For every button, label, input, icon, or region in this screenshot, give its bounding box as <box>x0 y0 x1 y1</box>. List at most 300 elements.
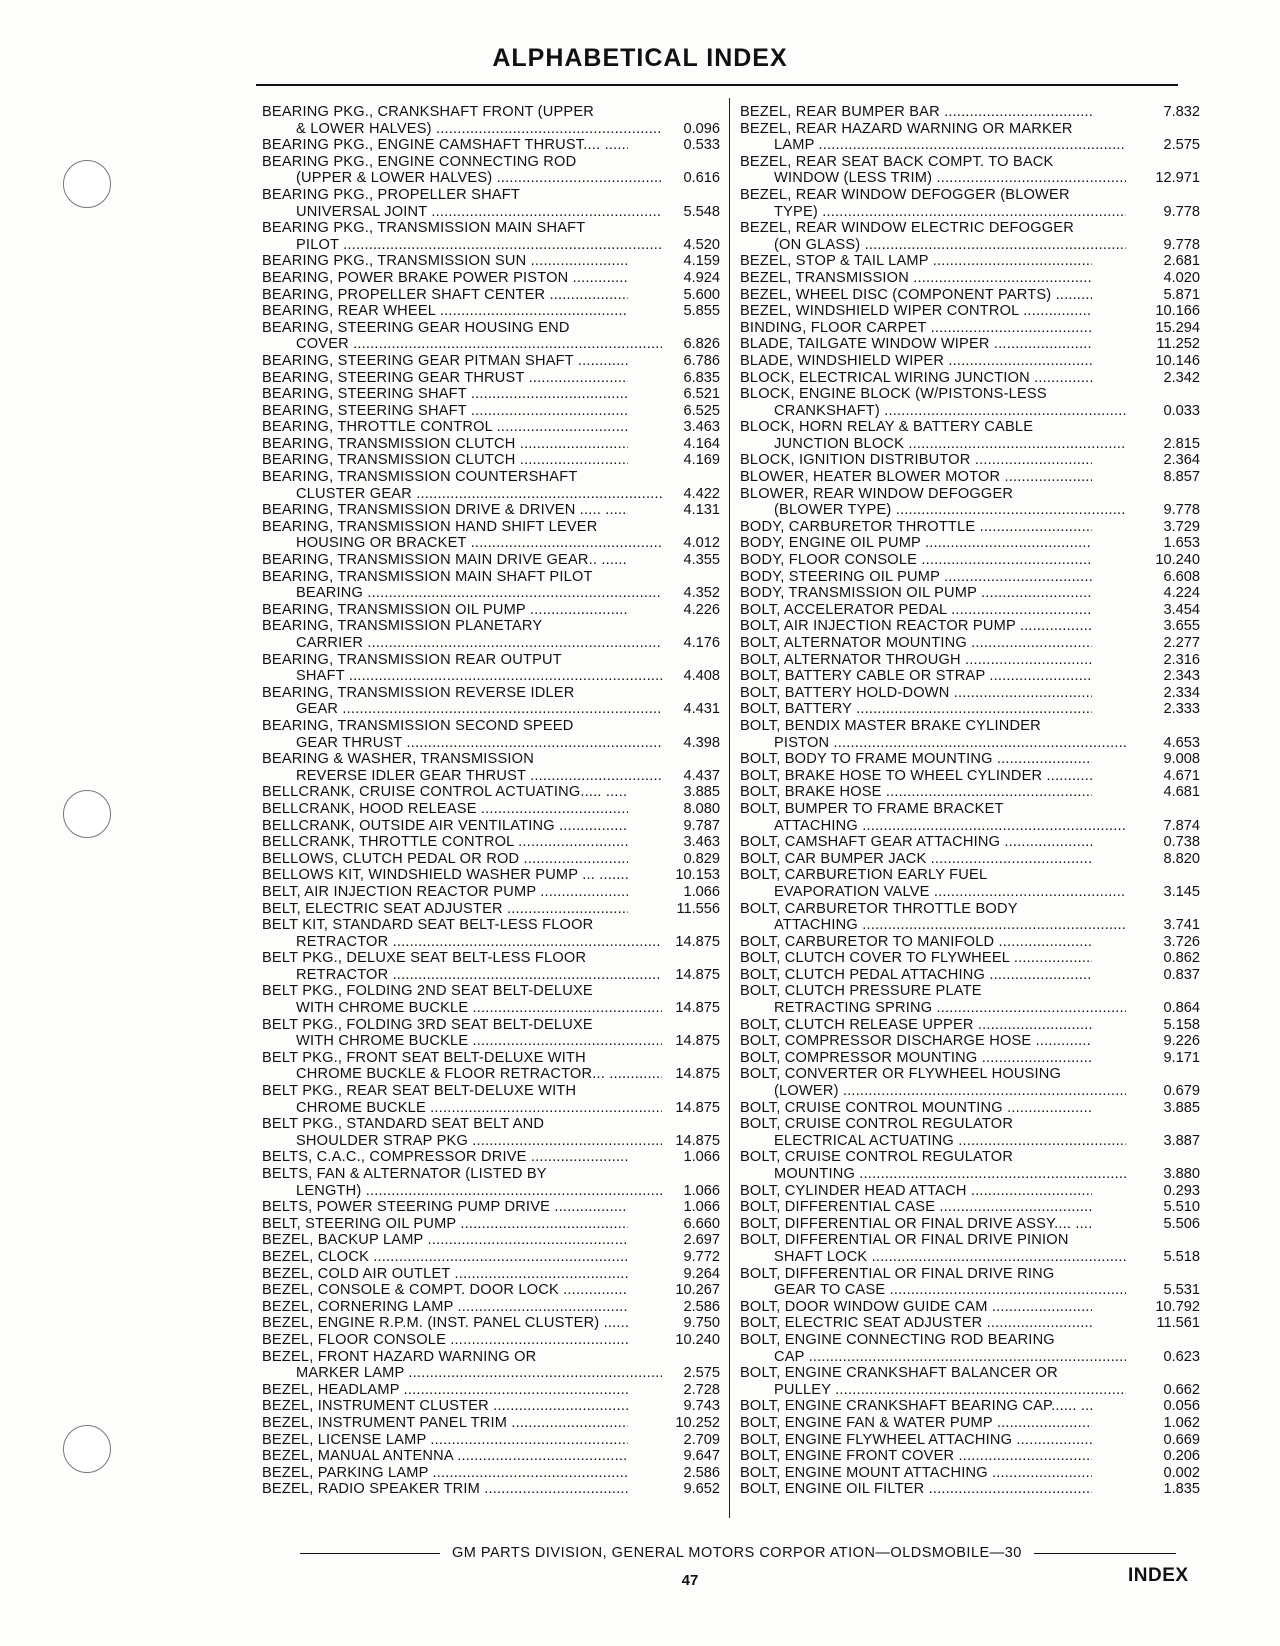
entry-page-ref: 9.787 <box>683 817 720 834</box>
entry-continuation: GEAR ..... <box>262 701 662 718</box>
index-entry <box>262 1249 720 1266</box>
index-entry <box>262 1017 720 1050</box>
entry-title: BEARING, TRANSMISSION REAR OUTPUT <box>262 651 562 668</box>
section-label: INDEX <box>1128 1565 1189 1586</box>
entry-title: BOLT, BENDIX MASTER BRAKE CYLINDER <box>740 717 1041 734</box>
entry-title: BODY, STEERING OIL PUMP ..... <box>740 569 1092 586</box>
entry-title: BELT PKG., STANDARD SEAT BELT AND <box>262 1116 545 1133</box>
index-entry <box>740 303 1200 320</box>
entry-page-ref: 0.864 <box>1163 1000 1200 1017</box>
entry-page-ref: 11.252 <box>1156 336 1200 353</box>
entry-continuation: PISTON ..... <box>740 735 1126 752</box>
index-entry <box>262 469 720 502</box>
entry-continuation: CHROME BUCKLE ..... <box>262 1100 662 1117</box>
index-entry <box>740 220 1200 253</box>
index-entry <box>262 220 720 253</box>
entry-continuation: WITH CHROME BUCKLE ..... <box>262 1033 662 1050</box>
index-entry <box>262 519 720 552</box>
entry-page-ref: 0.829 <box>683 850 720 867</box>
entry-title: BOLT, ALTERNATOR THROUGH ..... <box>740 652 1092 669</box>
index-entry <box>262 983 720 1016</box>
entry-page-ref: 3.454 <box>1163 601 1200 618</box>
footer-rule-left <box>300 1553 440 1554</box>
index-entry <box>262 685 720 718</box>
entry-title: BEZEL, REAR BUMPER BAR ..... <box>740 104 1092 121</box>
entry-page-ref: 4.437 <box>683 767 720 784</box>
index-entry <box>262 1232 720 1249</box>
footer-rule-right <box>1034 1553 1176 1554</box>
entry-page-ref: 3.741 <box>1163 917 1200 934</box>
index-entry <box>740 934 1200 951</box>
index-entry <box>740 950 1200 967</box>
entry-title: BEZEL, ENGINE R.P.M. (INST. PANEL CLUSTER) ..... <box>262 1315 628 1332</box>
index-entry <box>740 1299 1200 1316</box>
entry-page-ref: 7.874 <box>1163 817 1200 834</box>
index-entry <box>262 1315 720 1332</box>
entry-page-ref: 3.885 <box>683 784 720 801</box>
index-entry <box>740 1266 1200 1299</box>
entry-page-ref: 8.820 <box>1163 850 1200 867</box>
entry-continuation: ELECTRICAL ACTUATING ..... <box>740 1133 1126 1150</box>
entry-title: BEARING, PROPELLER SHAFT CENTER ..... <box>262 287 628 304</box>
entry-title: BEZEL, REAR WINDOW ELECTRIC DEFOGGER <box>740 220 1074 237</box>
entry-page-ref: 3.885 <box>1163 1099 1200 1116</box>
entry-title: BOLT, BUMPER TO FRAME BRACKET <box>740 800 1004 817</box>
entry-title: BELTS, FAN & ALTERNATOR (LISTED BY <box>262 1166 547 1182</box>
index-entry <box>262 1481 720 1498</box>
entry-title: BOLT, CAMSHAFT GEAR ATTACHING ..... <box>740 834 1092 851</box>
entry-title: BOLT, CAR BUMPER JACK ..... <box>740 851 1092 868</box>
entry-page-ref: 0.738 <box>1163 834 1200 851</box>
entry-page-ref: 2.277 <box>1163 635 1200 651</box>
entry-page-ref: 15.294 <box>1155 319 1200 336</box>
entry-title: BELT PKG., FRONT SEAT BELT-DELUXE WITH <box>262 1049 586 1066</box>
index-column-right <box>740 104 1200 1498</box>
entry-title: BEARING, REAR WHEEL ..... <box>262 303 628 320</box>
entry-continuation: WITH CHROME BUCKLE ..... <box>262 1000 662 1017</box>
footer-publisher: GM PARTS DIVISION, GENERAL MOTORS CORPOR ATION—OLDSMOBILE—30 <box>452 1545 1022 1561</box>
index-entry <box>740 1017 1200 1034</box>
index-entry <box>740 867 1200 900</box>
index-entry <box>740 1398 1200 1415</box>
entry-title: BLOCK, ENGINE BLOCK (W/PISTONS-LESS <box>740 386 1047 403</box>
entry-title: BOLT, COMPRESSOR MOUNTING ..... <box>740 1050 1092 1067</box>
entry-page-ref: 2.815 <box>1163 435 1200 452</box>
index-entry <box>262 1382 720 1399</box>
entry-title: BELT, STEERING OIL PUMP ..... <box>262 1216 628 1233</box>
index-entry <box>740 1232 1200 1265</box>
index-entry <box>740 585 1200 602</box>
entry-title: BOLT, ENGINE FRONT COVER ..... <box>740 1448 1092 1465</box>
entry-title: BELTS, C.A.C., COMPRESSOR DRIVE ..... <box>262 1149 628 1166</box>
entry-title: BEZEL, REAR SEAT BACK COMPT. TO BACK <box>740 153 1054 170</box>
index-entry <box>740 1100 1200 1117</box>
entry-title: BEARING PKG., ENGINE CAMSHAFT THRUST.... ..... <box>262 137 628 154</box>
entry-page-ref: 2.681 <box>1163 253 1200 270</box>
entry-title: BLADE, WINDSHIELD WIPER ..... <box>740 353 1092 370</box>
entry-page-ref: 9.778 <box>1163 502 1200 519</box>
entry-title: BELLOWS, CLUTCH PEDAL OR ROD ..... <box>262 851 628 868</box>
column-divider <box>729 98 730 1518</box>
entry-title: BOLT, ENGINE MOUNT ATTACHING ..... <box>740 1465 1092 1482</box>
entry-page-ref: 6.608 <box>1163 568 1200 585</box>
entry-page-ref: 2.364 <box>1163 452 1200 469</box>
entry-title: BOLT, ENGINE FAN & WATER PUMP ..... <box>740 1415 1092 1432</box>
index-entry <box>262 1332 720 1349</box>
entry-page-ref: 10.792 <box>1155 1298 1200 1315</box>
entry-page-ref: 0.662 <box>1163 1381 1200 1398</box>
entry-page-ref: 2.586 <box>683 1464 720 1481</box>
entry-continuation: GEAR THRUST ..... <box>262 735 662 752</box>
index-entry <box>740 1365 1200 1398</box>
index-entry <box>740 635 1200 652</box>
entry-title: BOLT, BODY TO FRAME MOUNTING ..... <box>740 751 1092 768</box>
entry-title: BEARING PKG., ENGINE CONNECTING ROD <box>262 153 577 170</box>
entry-page-ref: 9.778 <box>1163 236 1200 253</box>
entry-title: BEARING, STEERING SHAFT ..... <box>262 386 628 403</box>
index-entry <box>262 1282 720 1299</box>
entry-title: BEARING, STEERING SHAFT ..... <box>262 403 628 420</box>
entry-title: BLOWER, HEATER BLOWER MOTOR ..... <box>740 469 1092 486</box>
entry-page-ref: 2.342 <box>1163 369 1200 386</box>
index-entry <box>740 701 1200 718</box>
index-entry <box>262 751 720 784</box>
entry-title: BOLT, CRUISE CONTROL REGULATOR <box>740 1149 1014 1166</box>
entry-page-ref: 4.408 <box>683 668 720 685</box>
entry-title: BEZEL, REAR WINDOW DEFOGGER (BLOWER <box>740 186 1070 203</box>
entry-page-ref: 6.826 <box>683 336 720 353</box>
entry-page-ref: 8.080 <box>683 800 720 817</box>
entry-title: BEZEL, INSTRUMENT PANEL TRIM ..... <box>262 1415 628 1432</box>
entry-title: BOLT, CRUISE CONTROL REGULATOR <box>740 1116 1014 1133</box>
entry-title: BEARING, STEERING GEAR THRUST ..... <box>262 370 628 387</box>
index-entry <box>740 1415 1200 1432</box>
entry-title: BOLT, CLUTCH PRESSURE PLATE <box>740 983 982 1000</box>
entry-title: BEZEL, BACKUP LAMP ..... <box>262 1232 628 1249</box>
entry-page-ref: 6.835 <box>683 369 720 386</box>
entry-title: BEZEL, WHEEL DISC (COMPONENT PARTS) ..... <box>740 287 1092 304</box>
entry-page-ref: 0.623 <box>1163 1348 1200 1365</box>
entry-page-ref: 14.875 <box>675 933 720 950</box>
index-entry <box>262 917 720 950</box>
index-entry <box>740 801 1200 834</box>
entry-title: BODY, ENGINE OIL PUMP ..... <box>740 535 1092 552</box>
index-entry <box>740 1149 1200 1182</box>
index-entry <box>740 187 1200 220</box>
entry-page-ref: 3.880 <box>1163 1166 1200 1182</box>
entry-continuation: COVER ..... <box>262 336 662 353</box>
index-entry <box>740 469 1200 486</box>
index-entry <box>740 1199 1200 1216</box>
entry-page-ref: 2.575 <box>683 1365 720 1382</box>
index-entry <box>262 867 720 884</box>
entry-continuation: MOUNTING ..... <box>740 1166 1126 1183</box>
entry-title: BELT PKG., FOLDING 3RD SEAT BELT-DELUXE <box>262 1016 593 1033</box>
entry-page-ref: 2.334 <box>1163 684 1200 701</box>
index-entry <box>740 1050 1200 1067</box>
entry-title: BEARING, TRANSMISSION OIL PUMP ..... <box>262 602 628 619</box>
index-entry <box>262 884 720 901</box>
entry-page-ref: 4.224 <box>1163 585 1200 602</box>
entry-continuation: RETRACTOR ..... <box>262 934 662 951</box>
index-entry <box>262 818 720 835</box>
index-entry <box>262 253 720 270</box>
entry-continuation: CRANKSHAFT) ..... <box>740 403 1126 420</box>
index-entry <box>262 353 720 370</box>
index-entry <box>262 287 720 304</box>
entry-page-ref: 3.726 <box>1163 933 1200 950</box>
entry-page-ref: 1.066 <box>683 883 720 900</box>
index-entry <box>262 320 720 353</box>
entry-title: BLOCK, IGNITION DISTRIBUTOR ..... <box>740 452 1092 469</box>
entry-page-ref: 12.971 <box>1155 170 1200 187</box>
binder-hole <box>63 160 111 208</box>
binder-hole <box>63 1425 111 1473</box>
entry-page-ref: 5.871 <box>1163 286 1200 303</box>
index-entry <box>262 1349 720 1382</box>
entry-continuation: CAP ..... <box>740 1349 1126 1366</box>
entry-page-ref: 10.153 <box>675 867 720 884</box>
entry-page-ref: 4.169 <box>683 452 720 469</box>
index-entry <box>262 452 720 469</box>
index-entry <box>740 1465 1200 1482</box>
entry-page-ref: 9.652 <box>683 1481 720 1498</box>
index-entry <box>740 486 1200 519</box>
entry-title: BODY, CARBURETOR THROTTLE ..... <box>740 519 1092 536</box>
index-entry <box>262 950 720 983</box>
index-entry <box>740 685 1200 702</box>
index-entry <box>262 834 720 851</box>
entry-title: BOLT, ENGINE CONNECTING ROD BEARING <box>740 1331 1055 1348</box>
index-column-left <box>262 104 720 1498</box>
entry-page-ref: 4.226 <box>683 601 720 618</box>
entry-page-ref: 5.855 <box>683 303 720 320</box>
index-entry <box>740 1332 1200 1365</box>
index-entry <box>740 519 1200 536</box>
binder-hole <box>63 790 111 838</box>
index-entry <box>740 370 1200 387</box>
entry-page-ref: 9.778 <box>1163 203 1200 220</box>
entry-continuation: CLUSTER GEAR ..... <box>262 486 662 503</box>
entry-page-ref: 1.066 <box>683 1199 720 1216</box>
entry-page-ref: 10.252 <box>675 1414 720 1431</box>
index-entry <box>740 1183 1200 1200</box>
index-entry <box>740 1481 1200 1498</box>
entry-page-ref: 14.875 <box>675 1000 720 1017</box>
entry-page-ref: 4.352 <box>683 585 720 602</box>
index-entry <box>740 602 1200 619</box>
entry-continuation: BEARING ..... <box>262 585 662 602</box>
entry-page-ref: 9.264 <box>683 1265 720 1282</box>
entry-page-ref: 9.743 <box>683 1398 720 1415</box>
entry-page-ref: 3.655 <box>1163 618 1200 635</box>
entry-title: BEARING, TRANSMISSION HAND SHIFT LEVER <box>262 518 598 535</box>
entry-title: BOLT, DIFFERENTIAL CASE ..... <box>740 1199 1092 1216</box>
entry-continuation: CARRIER ..... <box>262 635 662 652</box>
index-entry <box>262 901 720 918</box>
entry-title: BOLT, BATTERY CABLE OR STRAP ..... <box>740 668 1092 685</box>
index-entry <box>740 668 1200 685</box>
entry-continuation: EVAPORATION VALVE ..... <box>740 884 1126 901</box>
index-entry <box>262 386 720 403</box>
entry-page-ref: 4.422 <box>683 485 720 502</box>
index-entry <box>262 137 720 154</box>
entry-title: BEARING, TRANSMISSION PLANETARY <box>262 618 543 635</box>
entry-title: BEARING & WASHER, TRANSMISSION <box>262 751 534 768</box>
entry-page-ref: 4.355 <box>683 552 720 569</box>
entry-page-ref: 0.096 <box>683 120 720 137</box>
entry-title: BODY, FLOOR CONSOLE ..... <box>740 552 1092 569</box>
entry-page-ref: 9.772 <box>683 1248 720 1265</box>
entry-page-ref: 2.709 <box>683 1431 720 1448</box>
index-entry <box>262 187 720 220</box>
entry-page-ref: 10.240 <box>1155 552 1200 569</box>
entry-title: BOLT, CLUTCH COVER TO FLYWHEEL ..... <box>740 950 1092 967</box>
entry-title: BEZEL, RADIO SPEAKER TRIM ..... <box>262 1481 628 1498</box>
index-entry <box>740 652 1200 669</box>
entry-title: BOLT, CARBURETOR TO MANIFOLD ..... <box>740 934 1092 951</box>
entry-continuation: RETRACTOR ..... <box>262 967 662 984</box>
entry-page-ref: 2.343 <box>1163 668 1200 685</box>
entry-title: BEZEL, REAR HAZARD WARNING OR MARKER <box>740 120 1073 137</box>
entry-title: BOLT, BATTERY ..... <box>740 701 1092 718</box>
entry-page-ref: 9.008 <box>1163 751 1200 768</box>
entry-title: BOLT, BRAKE HOSE ..... <box>740 784 1092 801</box>
index-entry <box>740 1216 1200 1233</box>
entry-page-ref: 0.056 <box>1163 1398 1200 1415</box>
index-entry <box>262 1299 720 1316</box>
index-entry <box>740 535 1200 552</box>
entry-page-ref: 0.616 <box>683 170 720 187</box>
index-entry <box>262 1199 720 1216</box>
entry-title: BEZEL, TRANSMISSION ..... <box>740 270 1092 287</box>
entry-page-ref: 5.518 <box>1163 1248 1200 1265</box>
entry-title: BEZEL, STOP & TAIL LAMP ..... <box>740 253 1092 270</box>
entry-title: BOLT, ENGINE OIL FILTER ..... <box>740 1481 1092 1498</box>
index-entry <box>740 552 1200 569</box>
entry-page-ref: 14.875 <box>675 1132 720 1149</box>
entry-title: BOLT, CLUTCH PEDAL ATTACHING ..... <box>740 967 1092 984</box>
entry-title: BEZEL, HEADLAMP ..... <box>262 1382 628 1399</box>
entry-title: BEARING PKG., TRANSMISSION MAIN SHAFT <box>262 220 586 237</box>
entry-continuation: JUNCTION BLOCK ..... <box>740 436 1126 453</box>
index-entry <box>740 834 1200 851</box>
index-entry <box>262 270 720 287</box>
entry-page-ref: 9.750 <box>683 1315 720 1332</box>
entry-title: BEZEL, MANUAL ANTENNA ..... <box>262 1448 628 1465</box>
entry-page-ref: 2.575 <box>1163 137 1200 154</box>
index-entry <box>262 652 720 685</box>
entry-page-ref: 4.681 <box>1163 784 1200 801</box>
index-entry <box>740 104 1200 121</box>
index-entry <box>740 154 1200 187</box>
entry-page-ref: 4.431 <box>683 701 720 718</box>
entry-title: BEARING, TRANSMISSION REVERSE IDLER <box>262 684 575 701</box>
entry-page-ref: 0.533 <box>683 137 720 154</box>
entry-continuation: ATTACHING ..... <box>740 818 1126 835</box>
entry-title: BEZEL, CONSOLE & COMPT. DOOR LOCK ..... <box>262 1282 628 1299</box>
entry-page-ref: 4.398 <box>683 734 720 751</box>
entry-title: BELT, ELECTRIC SEAT ADJUSTER ..... <box>262 901 628 918</box>
entry-page-ref: 10.240 <box>675 1331 720 1348</box>
entry-page-ref: 0.002 <box>1163 1464 1200 1481</box>
entry-page-ref: 4.520 <box>683 236 720 253</box>
entry-page-ref: 5.531 <box>1163 1282 1200 1299</box>
entry-page-ref: 14.875 <box>675 1033 720 1050</box>
index-entry <box>740 336 1200 353</box>
entry-page-ref: 3.145 <box>1163 883 1200 900</box>
index-entry <box>740 353 1200 370</box>
entry-title: BOLT, ACCELERATOR PEDAL ..... <box>740 602 1092 619</box>
index-entry <box>262 801 720 818</box>
entry-page-ref: 2.586 <box>683 1298 720 1315</box>
index-entry <box>262 784 720 801</box>
entry-title: BEARING, STEERING GEAR HOUSING END <box>262 319 570 336</box>
entry-page-ref: 0.293 <box>1163 1182 1200 1199</box>
entry-title: BOLT, ENGINE CRANKSHAFT BALANCER OR <box>740 1365 1058 1382</box>
index-entry <box>740 287 1200 304</box>
index-entry <box>262 1050 720 1083</box>
entry-continuation: SHAFT ..... <box>262 668 662 685</box>
entry-page-ref: 9.226 <box>1163 1033 1200 1050</box>
entry-continuation: CHROME BUCKLE & FLOOR RETRACTOR... ..... <box>262 1066 662 1083</box>
entry-page-ref: 11.561 <box>1156 1315 1200 1332</box>
title-rule <box>256 84 1178 86</box>
entry-title: BELT, AIR INJECTION REACTOR PUMP ..... <box>262 884 628 901</box>
entry-title: BODY, TRANSMISSION OIL PUMP ..... <box>740 585 1092 602</box>
entry-title: BEZEL, LICENSE LAMP ..... <box>262 1432 628 1449</box>
entry-title: BOLT, CARBURETION EARLY FUEL <box>740 867 988 884</box>
entry-title: BLOCK, ELECTRICAL WIRING JUNCTION ..... <box>740 370 1092 387</box>
entry-continuation: WINDOW (LESS TRIM) ..... <box>740 170 1126 187</box>
index-entry <box>740 320 1200 337</box>
index-entry <box>262 419 720 436</box>
index-entry <box>262 618 720 651</box>
index-entry <box>740 1116 1200 1149</box>
entry-page-ref: 3.463 <box>683 834 720 851</box>
entry-title: BOLT, DOOR WINDOW GUIDE CAM ..... <box>740 1299 1092 1316</box>
entry-page-ref: 2.728 <box>683 1381 720 1398</box>
entry-page-ref: 1.062 <box>1163 1414 1200 1431</box>
entry-title: BEARING, THROTTLE CONTROL ..... <box>262 419 628 436</box>
index-entry <box>262 569 720 602</box>
entry-title: BOLT, ELECTRIC SEAT ADJUSTER ..... <box>740 1315 1092 1332</box>
entry-continuation: (UPPER & LOWER HALVES) ..... <box>262 170 662 187</box>
entry-title: BEARING, TRANSMISSION MAIN SHAFT PILOT <box>262 568 593 585</box>
entry-page-ref: 9.171 <box>1163 1049 1200 1066</box>
index-entry <box>262 552 720 569</box>
entry-page-ref: 8.857 <box>1163 469 1200 486</box>
entry-title: BOLT, BATTERY HOLD-DOWN ..... <box>740 685 1092 702</box>
entry-title: BELLOWS KIT, WINDSHIELD WASHER PUMP ... ..... <box>262 867 628 884</box>
entry-page-ref: 2.333 <box>1163 701 1200 718</box>
entry-page-ref: 1.835 <box>1163 1481 1200 1498</box>
entry-page-ref: 0.033 <box>1163 402 1200 419</box>
entry-page-ref: 7.832 <box>1163 104 1200 120</box>
entry-page-ref: 14.875 <box>675 966 720 983</box>
entry-continuation: ATTACHING ..... <box>740 917 1126 934</box>
entry-page-ref: 3.887 <box>1163 1132 1200 1149</box>
entry-title: BOLT, BRAKE HOSE TO WHEEL CYLINDER ..... <box>740 768 1092 785</box>
entry-page-ref: 0.862 <box>1163 950 1200 967</box>
entry-continuation: RETRACTING SPRING ..... <box>740 1000 1126 1017</box>
entry-continuation: UNIVERSAL JOINT ..... <box>262 204 662 221</box>
entry-page-ref: 10.166 <box>1155 303 1200 320</box>
index-entry <box>262 1415 720 1432</box>
index-entry <box>740 1315 1200 1332</box>
entry-continuation: (LOWER) ..... <box>740 1083 1126 1100</box>
entry-page-ref: 10.267 <box>675 1282 720 1299</box>
